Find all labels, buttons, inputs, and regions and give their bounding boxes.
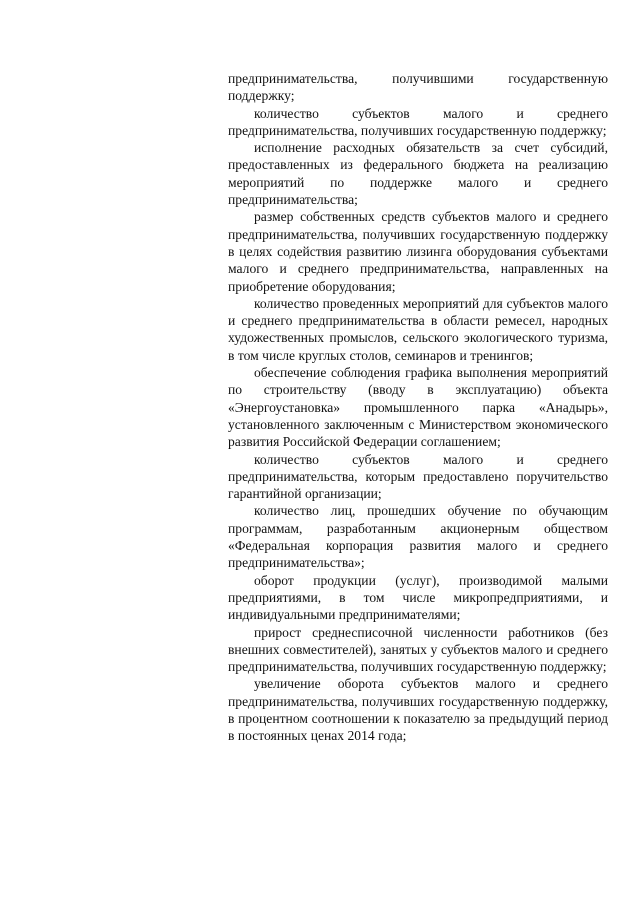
paragraph-own-funds-leasing: размер собственных средств субъектов малого и среднего предпринимательства, получивших государственную поддержку в целях содействия развитию лизинга оборудования субъектами малого и среднего предпринимательства, направленных на приобретение оборудования;	[228, 209, 608, 294]
paragraph-continuation: предпринимательства, получившими государственную поддержку;	[228, 71, 608, 104]
paragraph-subsidy-execution: исполнение расходных обязательств за счет субсидий, предоставленных из федерального бюджета на реализацию мероприятий по поддержке малого и среднего предпринимательства;	[228, 140, 608, 208]
paragraph-employment-growth: прирост среднесписочной численности работников (без внешних совместителей), занятых у субъектов малого и среднего предпринимательства, получивших государственную поддержку;	[228, 624, 608, 675]
paragraph-training: количество лиц, прошедших обучение по обучающим программам, разработанным акционерным обществом «Федеральная корпорация развития малого и среднего предпринимательства»;	[228, 503, 608, 571]
paragraph-crafts-events: количество проведенных мероприятий для субъектов малого и среднего предпринимательства в области ремесел, народных художественных промыслов, сельского экологического туризма, в том числе круглых столов, семинаров и тренингов;	[228, 295, 608, 363]
paragraph-turnover-small: оборот продукции (услуг), производимой малыми предприятиями, в том числе микропредприятиями, и индивидуальными предпринимателями;	[228, 572, 608, 623]
document-page	[228, 70, 608, 745]
paragraph-guarantee: количество субъектов малого и среднего предпринимательства, которым предоставлено поручительство гарантийной организации;	[228, 451, 608, 502]
paragraph-turnover-increase: увеличение оборота субъектов малого и среднего предпринимательства, получивших государственную поддержку, в процентном соотношении к показателю за предыдущий период в постоянных ценах 2014 года;	[228, 676, 608, 744]
paragraph-energy-facility: обеспечение соблюдения графика выполнения мероприятий по строительству (вводу в эксплуатацию) объекта «Энергоустановка» промышленного парка «Анадырь», установленного заключенным с Министерством экономического развития Российской Федерации соглашением;	[228, 365, 608, 450]
paragraph-smsp-count: количество субъектов малого и среднего предпринимательства, получивших государственную поддержку;	[228, 105, 608, 138]
